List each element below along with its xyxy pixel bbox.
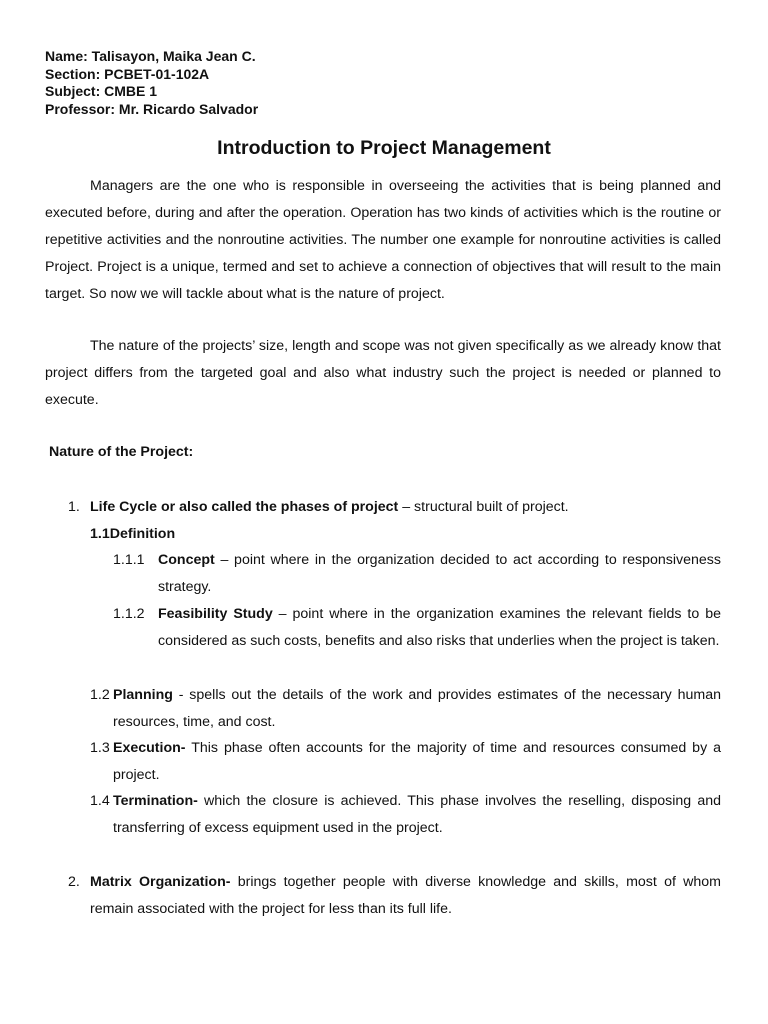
description: – structural built of project. <box>398 499 569 515</box>
list-item-life-cycle <box>90 494 721 521</box>
description: - spells out the details of the work and provides estimates of the necessary human resources, time, and cost. <box>113 687 721 730</box>
list-item-matrix-organization <box>90 869 721 923</box>
list-item-feasibility-study <box>158 601 721 655</box>
document-title: Introduction to Project Management <box>217 137 551 159</box>
description: brings together people with diverse knowledge and skills, most of whom remain associated with the project for less than its full life. <box>90 874 721 917</box>
term: Definition <box>109 526 176 542</box>
list-number: 1.1.2 <box>113 606 145 622</box>
term: Concept <box>158 552 215 568</box>
list-item-concept <box>158 547 721 601</box>
professor: Professor: Mr. Ricardo Salvador <box>45 100 259 117</box>
list-number: 1.1 <box>90 526 110 542</box>
list-number: 1. <box>68 499 80 515</box>
description: – point where in the organization examines the relevant fields to be considered as such costs, benefits and also risks that underlies when the project is taken. <box>158 606 721 649</box>
list-item-planning <box>113 682 721 736</box>
list-number: 1.3 <box>90 740 110 756</box>
term: Planning <box>113 687 173 703</box>
term: Matrix Organization- <box>90 874 231 890</box>
student-info-header <box>45 48 258 118</box>
list-number: 1.2 <box>90 687 110 703</box>
nature-paragraph: The nature of the projects’ size, length and scope was not given specifically as we already know that project differs from the targeted goal and also what industry such the project is needed or planned to execute. <box>45 338 721 408</box>
student-name: Name: Talisayon, Maika Jean C. <box>45 48 256 64</box>
description: which the closure is achieved. This phase involves the reselling, disposing and transferring of excess equipment used in the project. <box>113 793 721 836</box>
list-item-execution <box>113 735 721 789</box>
list-number: 2. <box>68 874 80 890</box>
term: Feasibility Study <box>158 606 273 622</box>
list-item-definition <box>90 521 175 548</box>
term: Execution- <box>113 740 186 756</box>
subject: Subject: CMBE 1 <box>45 83 158 99</box>
list-item-termination <box>113 788 721 842</box>
intro-paragraph: Managers are the one who is responsible in overseeing the activities that is being planned and executed before, during and after the operation. Operation has two kinds of activities which is the routine or repetitive activities and the nonroutine activities. The number one example for nonroutine activities is called Project. Project is a unique, termed and set to achieve a connection of objectives that will result to the main target. So now we will tackle about what is the nature of project. <box>45 178 721 302</box>
term: Life Cycle or also called the phases of project <box>90 499 399 515</box>
list-number: 1.1.1 <box>113 552 145 568</box>
description: – point where in the organization decided to act according to responsiveness strategy. <box>158 552 721 595</box>
student-section: Section: PCBET-01-102A <box>45 65 210 82</box>
term: Termination- <box>113 793 198 809</box>
description: This phase often accounts for the majority of time and resources consumed by a project. <box>113 740 721 783</box>
section-heading: Nature of the Project: <box>49 444 194 460</box>
list-number: 1.4 <box>90 793 110 809</box>
